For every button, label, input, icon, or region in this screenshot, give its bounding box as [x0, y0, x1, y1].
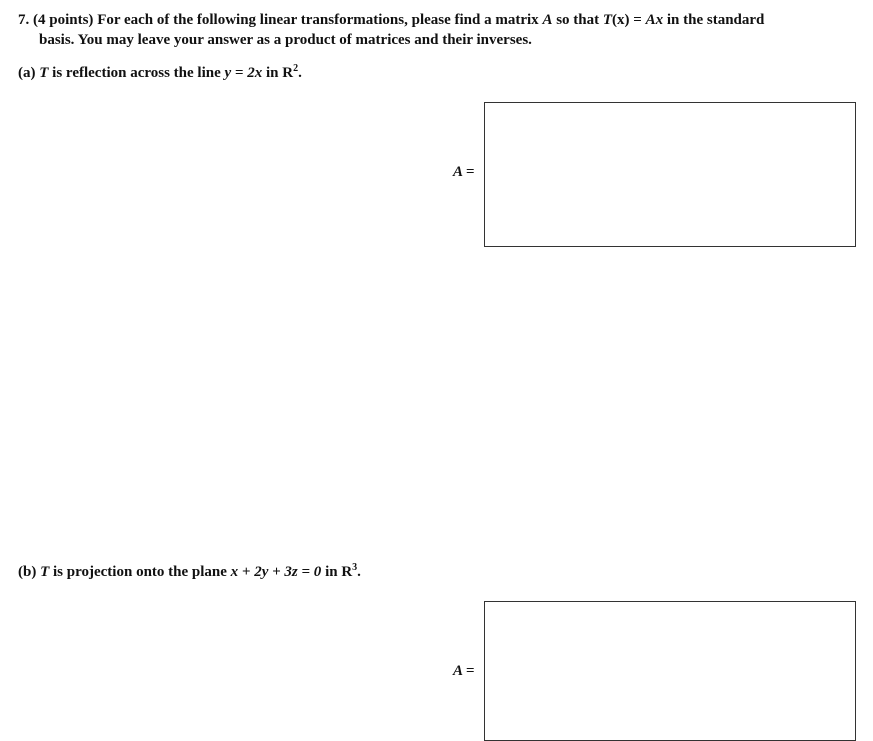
part-a-space: R	[282, 65, 294, 81]
equals-sign: =	[633, 12, 642, 28]
part-a-period: .	[298, 65, 302, 81]
question-points: (4 points)	[33, 12, 94, 28]
question-intro-line-1	[18, 11, 764, 29]
part-b-space: R	[341, 564, 353, 580]
transformation-arg: (x)	[612, 12, 630, 28]
part-b-in: in	[325, 564, 338, 580]
part-a-prompt	[18, 64, 302, 84]
part-a-label: (a)	[18, 65, 36, 81]
part-a-var-t: T	[39, 65, 49, 81]
part-b-prompt	[18, 563, 361, 583]
part-b-period: .	[357, 564, 361, 580]
part-b-exponent: 3	[352, 562, 358, 573]
question-prompt-line-2: basis. You may leave your answer as a product of matrices and their inverses.	[39, 32, 532, 48]
part-a-answer-box[interactable]	[484, 102, 856, 247]
part-a-exponent: 2	[293, 63, 299, 74]
question-so-that: so that	[556, 12, 600, 28]
product-ax: Ax	[645, 12, 664, 28]
part-a-in: in	[265, 65, 279, 81]
part-b-answer-box[interactable]	[484, 601, 856, 741]
question-prompt-end: in the standard	[666, 12, 765, 28]
transformation-var-t: T	[602, 12, 613, 28]
part-b-label: (b)	[18, 564, 37, 580]
part-b-var-t: T	[40, 564, 50, 580]
part-b-text: is projection onto the plane	[53, 564, 227, 580]
question-number: 7.	[18, 12, 30, 28]
part-b-equation: x + 2y + 3z = 0	[230, 564, 322, 580]
part-a-answer-label: A =	[453, 164, 475, 180]
matrix-var-a: A	[542, 12, 553, 28]
question-prompt-start: For each of the following linear transformations, please find a matrix	[97, 12, 539, 28]
part-a-text: is reflection across the line	[52, 65, 221, 81]
part-b-answer-label: A =	[453, 663, 475, 679]
part-a-equation: y = 2x	[224, 65, 263, 81]
question-intro-line-2	[39, 31, 532, 49]
